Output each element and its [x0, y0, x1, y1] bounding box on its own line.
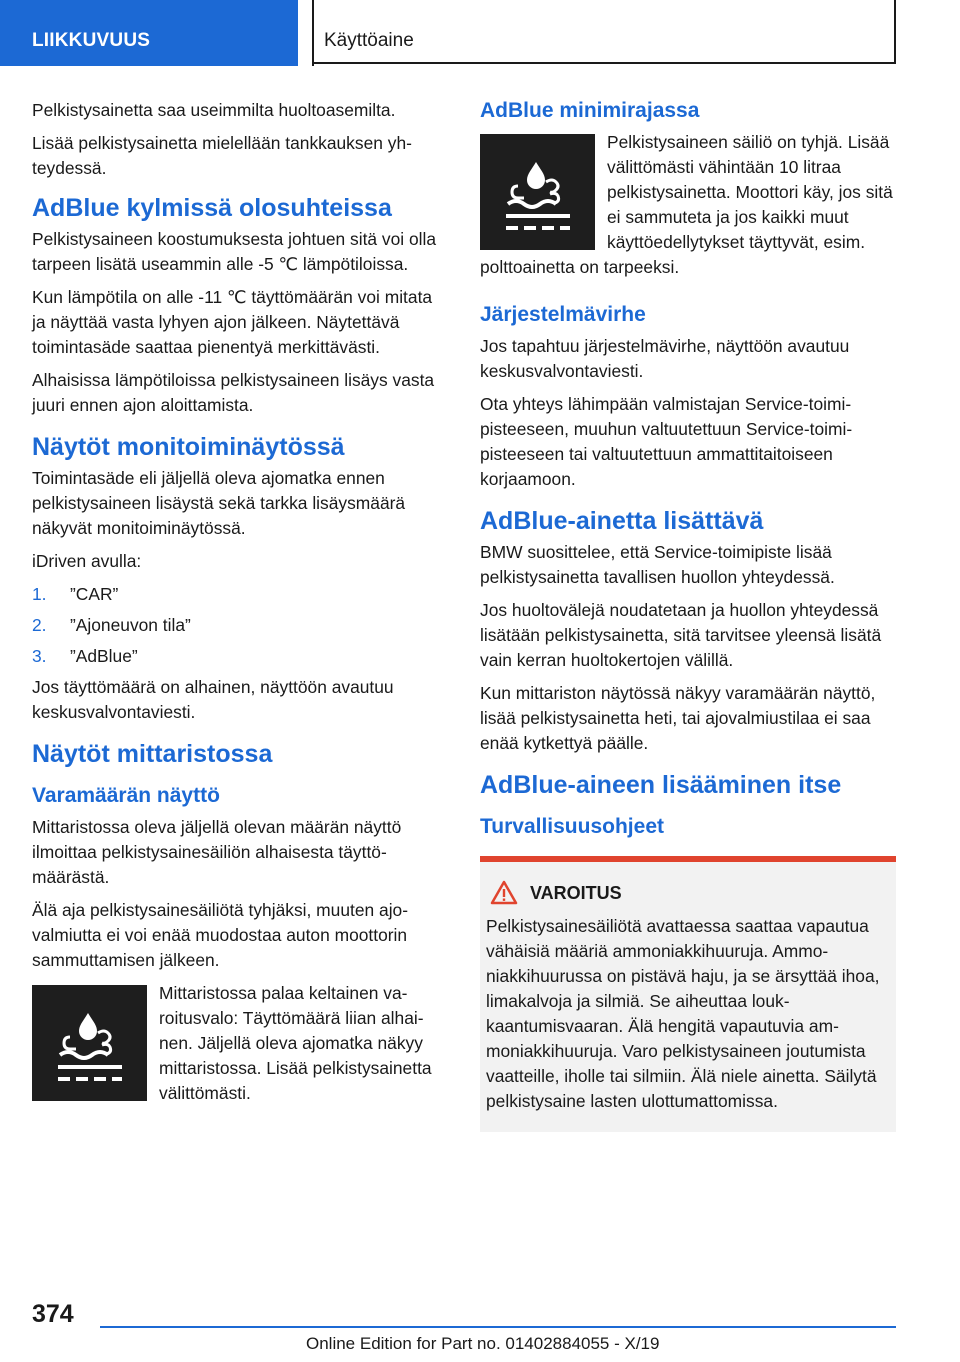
heading-adblue-minimum: AdBlue minimirajassa	[480, 99, 700, 122]
figure-minimum	[480, 130, 896, 288]
right-column	[480, 98, 896, 1132]
list-item	[32, 582, 450, 607]
paragraph: Pelkistysaineen koostumuksesta johtuen sitä voi olla tarpeen lisätä useammin alle -5 ℃ lämpötiloissa.	[32, 229, 437, 274]
paragraph: Älä aja pelkistysainesäiliötä tyhjäksi, muuten ajovalmiutta ei voi enää muodostaa auton moottorin sammuttamisen jälkeen.	[32, 900, 409, 970]
adblue-warning-icon	[32, 985, 147, 1101]
heading-reserve-display: Varamäärän näyttö	[32, 784, 220, 807]
step-text: ”AdBlue”	[70, 646, 138, 666]
heading-system-fault: Järjestelmävirhe	[480, 303, 646, 326]
paragraph: Ota yhteys lähimpään valmistajan Service-toimipisteeseen, muuhun valtuutettuun Service-toimipisteeseen tai valtuutettuun ammattitaitoiseen korjaamoon.	[480, 394, 853, 489]
paragraph: Mittaristossa oleva jäljellä olevan määrän näyttö ilmoittaa pelkistysainesäiliön alhaisesta täyttömäärästä.	[32, 817, 402, 887]
warning-triangle-icon	[486, 880, 530, 906]
paragraph: Kun lämpötila on alle -11 ℃ täyttömäärän voi mitata ja näyttää vasta lyhyen ajon jälkeen. Näytettävä toimintasäde saattaa pienentyä merkittävästi.	[32, 287, 433, 357]
heading-cluster-displays: Näytöt mittaristossa	[32, 740, 273, 768]
heading-safety: Turvallisuusohjeet	[480, 815, 664, 838]
paragraph: Alhaisissa lämpötiloissa pelkistysaineen lisäys vasta juuri ennen ajon aloittamista.	[32, 370, 435, 415]
step-number: 2.	[32, 615, 47, 635]
paragraph: Kun mittariston näytössä näkyy varamäärän näyttö, lisää pelkistysainetta heti, tai ajovalmiustilaa ei saa enää kytkettyä päälle.	[480, 683, 876, 753]
page-number: 374	[32, 1300, 74, 1328]
warning-text: Pelkistysainesäiliötä avattaessa saattaa vapautua vähäisiä määriä ammoniakkihuuruja. Ammoniakkihuurussa on pistävä haju, ja se ärsyttää ihoa, limakalvoja ja silmiä. Se aiheuttaa loukkaantumisvaaran. Älä hengitä vapautuvia ammoniakkihuuruja. Varo pelkistysaineen joutumista vaatteille, iholle tai silmiin. Älä niele ainetta. Säilytä pelkistysaine lasten ulottumattomissa.	[486, 916, 880, 1111]
warning-box	[480, 856, 896, 1132]
topic-title: Käyttöaine	[312, 0, 896, 64]
footer-edition: Online Edition for Part no. 01402884055 - X/19	[306, 1334, 660, 1353]
paragraph: Jos täyttömäärä on alhainen, näyttöön avautuu keskusvalvontaviesti.	[32, 677, 394, 722]
paragraph: Toimintasäde eli jäljellä oleva ajomatka ennen pelkistysaineen lisäystä sekä tarkka lisäysmäärä näkyvät monitoiminäytössä.	[32, 468, 406, 538]
paragraph: BMW suosittelee, että Service-toimipiste lisää pelkistysainetta tavallisen huollon yhteydessä.	[480, 542, 835, 587]
figure-caption: Pelkistysaineen säiliö on tyhjä. Lisää välittömästi vähintään 10 litraa pelkistysainetta. Moottori käy, jos sitä ei sammuteta ja jos kaikki muut käyttöedellytykset täyttyvät, esim. polttoainetta on tarpeeksi.	[480, 132, 893, 277]
heading-adblue-self: AdBlue-aineen lisääminen itse	[480, 771, 842, 799]
steps-list	[32, 582, 450, 669]
heading-cold-conditions: AdBlue kylmissä olosuhteissa	[32, 194, 392, 222]
paragraph: iDriven avulla:	[32, 551, 142, 571]
footer-divider	[100, 1326, 896, 1328]
paragraph: Lisää pelkistysainetta mielellään tankkauksen yhteydessä.	[32, 133, 412, 178]
step-number: 1.	[32, 584, 47, 604]
paragraph: Pelkistysainetta saa useimmilta huoltoasemilta.	[32, 100, 396, 120]
warning-header	[486, 880, 888, 906]
step-text: ”CAR”	[70, 584, 119, 604]
left-column	[32, 98, 450, 1122]
list-item	[32, 644, 450, 669]
list-item	[32, 613, 450, 638]
step-text: ”Ajoneuvon tila”	[70, 615, 191, 635]
warning-title: VAROITUS	[530, 882, 622, 903]
heading-cid-displays: Näytöt monitoiminäytössä	[32, 433, 345, 461]
paragraph: Jos huoltovälejä noudatetaan ja huollon yhteydessä lisätään pelkistysainetta, sitä tarvitsee yleensä lisätä vain kerran huoltokertojen välillä.	[480, 600, 882, 670]
figure-caption: Mittaristossa palaa keltainen varoitusvalo: Täyttömäärä liian alhainen. Jäljellä oleva ajomatka näkyy mittaristossa. Lisää pelkistysainetta välittömästi.	[159, 983, 432, 1103]
section-tab: LIIKKUVUUS	[0, 0, 298, 66]
adblue-empty-icon	[480, 134, 595, 250]
step-number: 3.	[32, 646, 47, 666]
heading-adblue-add: AdBlue-ainetta lisättävä	[480, 507, 764, 535]
paragraph: Jos tapahtuu järjestelmävirhe, näyttöön avautuu keskusvalvontaviesti.	[480, 336, 850, 381]
page-header	[0, 0, 960, 66]
figure-reserve	[32, 981, 450, 1114]
